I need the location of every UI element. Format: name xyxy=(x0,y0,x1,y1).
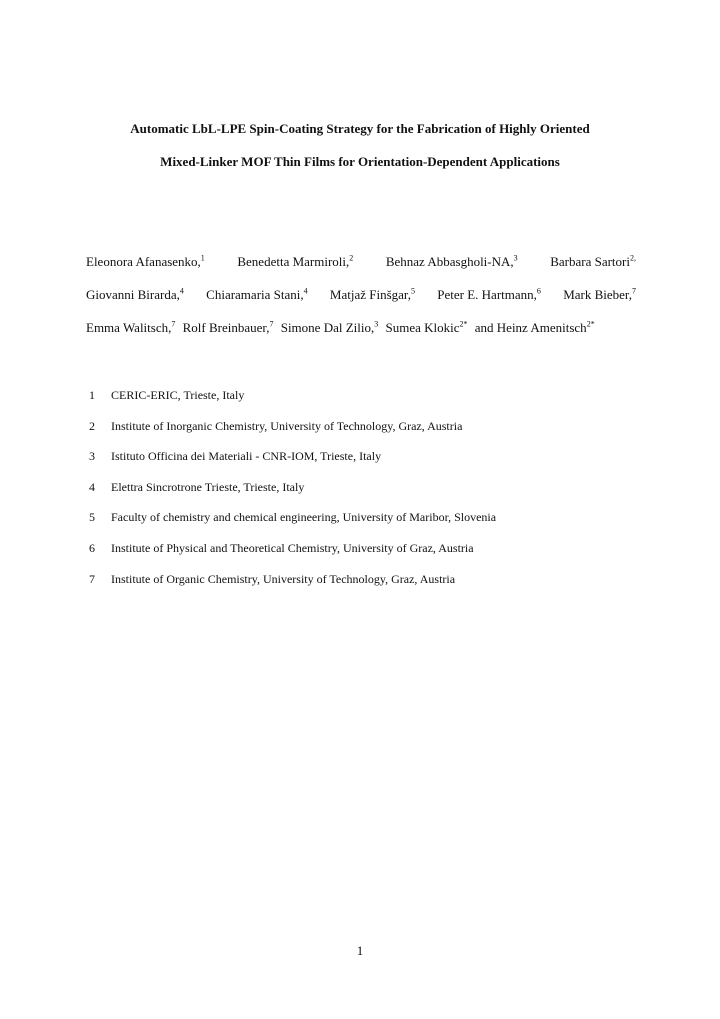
author: Emma Walitsch,$^7$ xyxy=(86,319,176,335)
author: Matjaž Finšgar,$^5$ xyxy=(329,286,415,302)
author: Simone Dal Zilio,$^3$ xyxy=(280,319,379,335)
affiliation-item: 2 Institute of Inorganic Chemistry, University of Technology, Graz, Austria xyxy=(89,419,463,433)
author: Barbara Sartori$^{2,}$ xyxy=(550,253,636,269)
affiliation-item: 7 Institute of Organic Chemistry, University of Technology, Graz, Austria xyxy=(89,572,456,586)
author: Peter E. Hartmann,$^6$ xyxy=(437,286,541,302)
author: and Heinz Amenitsch$^{2*}$ xyxy=(474,319,595,335)
author: Sumea Klokic$^{2*}$ xyxy=(385,319,468,335)
affiliation-item: 3 Istituto Officina dei Materiali - CNR-IOM, Trieste, Italy xyxy=(89,449,382,463)
author: Eleonora Afanasenko,$^1$ xyxy=(86,253,205,269)
author: Giovanni Birarda,$^4$ xyxy=(86,286,184,302)
author-line-1 xyxy=(86,254,636,270)
paper-title-line-1: Automatic LbL-LPE Spin-Coating Strategy for the Fabrication of Highly Oriented xyxy=(130,121,590,136)
author: Chiaramaria Stani,$^4$ xyxy=(206,286,308,302)
author-line-3 xyxy=(86,320,636,336)
author: Benedetta Marmiroli,$^2$ xyxy=(237,253,354,269)
affiliation-item: 4 Elettra Sincrotrone Trieste, Trieste, Italy xyxy=(89,480,305,494)
affiliation-item: 5 Faculty of chemistry and chemical engineering, University of Maribor, Slovenia xyxy=(89,510,497,524)
author: Mark Bieber,$^7$ xyxy=(563,286,636,302)
paper-title-line-2: Mixed-Linker MOF Thin Films for Orientation-Dependent Applications xyxy=(160,154,560,169)
page-number: 1 xyxy=(356,943,364,958)
author: Behnaz Abbasgholi-NA,$^3$ xyxy=(385,253,518,269)
affiliation-item: 6 Institute of Physical and Theoretical Chemistry, University of Graz, Austria xyxy=(89,541,474,555)
author: Rolf Breinbauer,$^7$ xyxy=(182,319,274,335)
affiliation-item: 1 CERIC-ERIC, Trieste, Italy xyxy=(89,388,245,402)
author-line-2 xyxy=(86,287,636,303)
